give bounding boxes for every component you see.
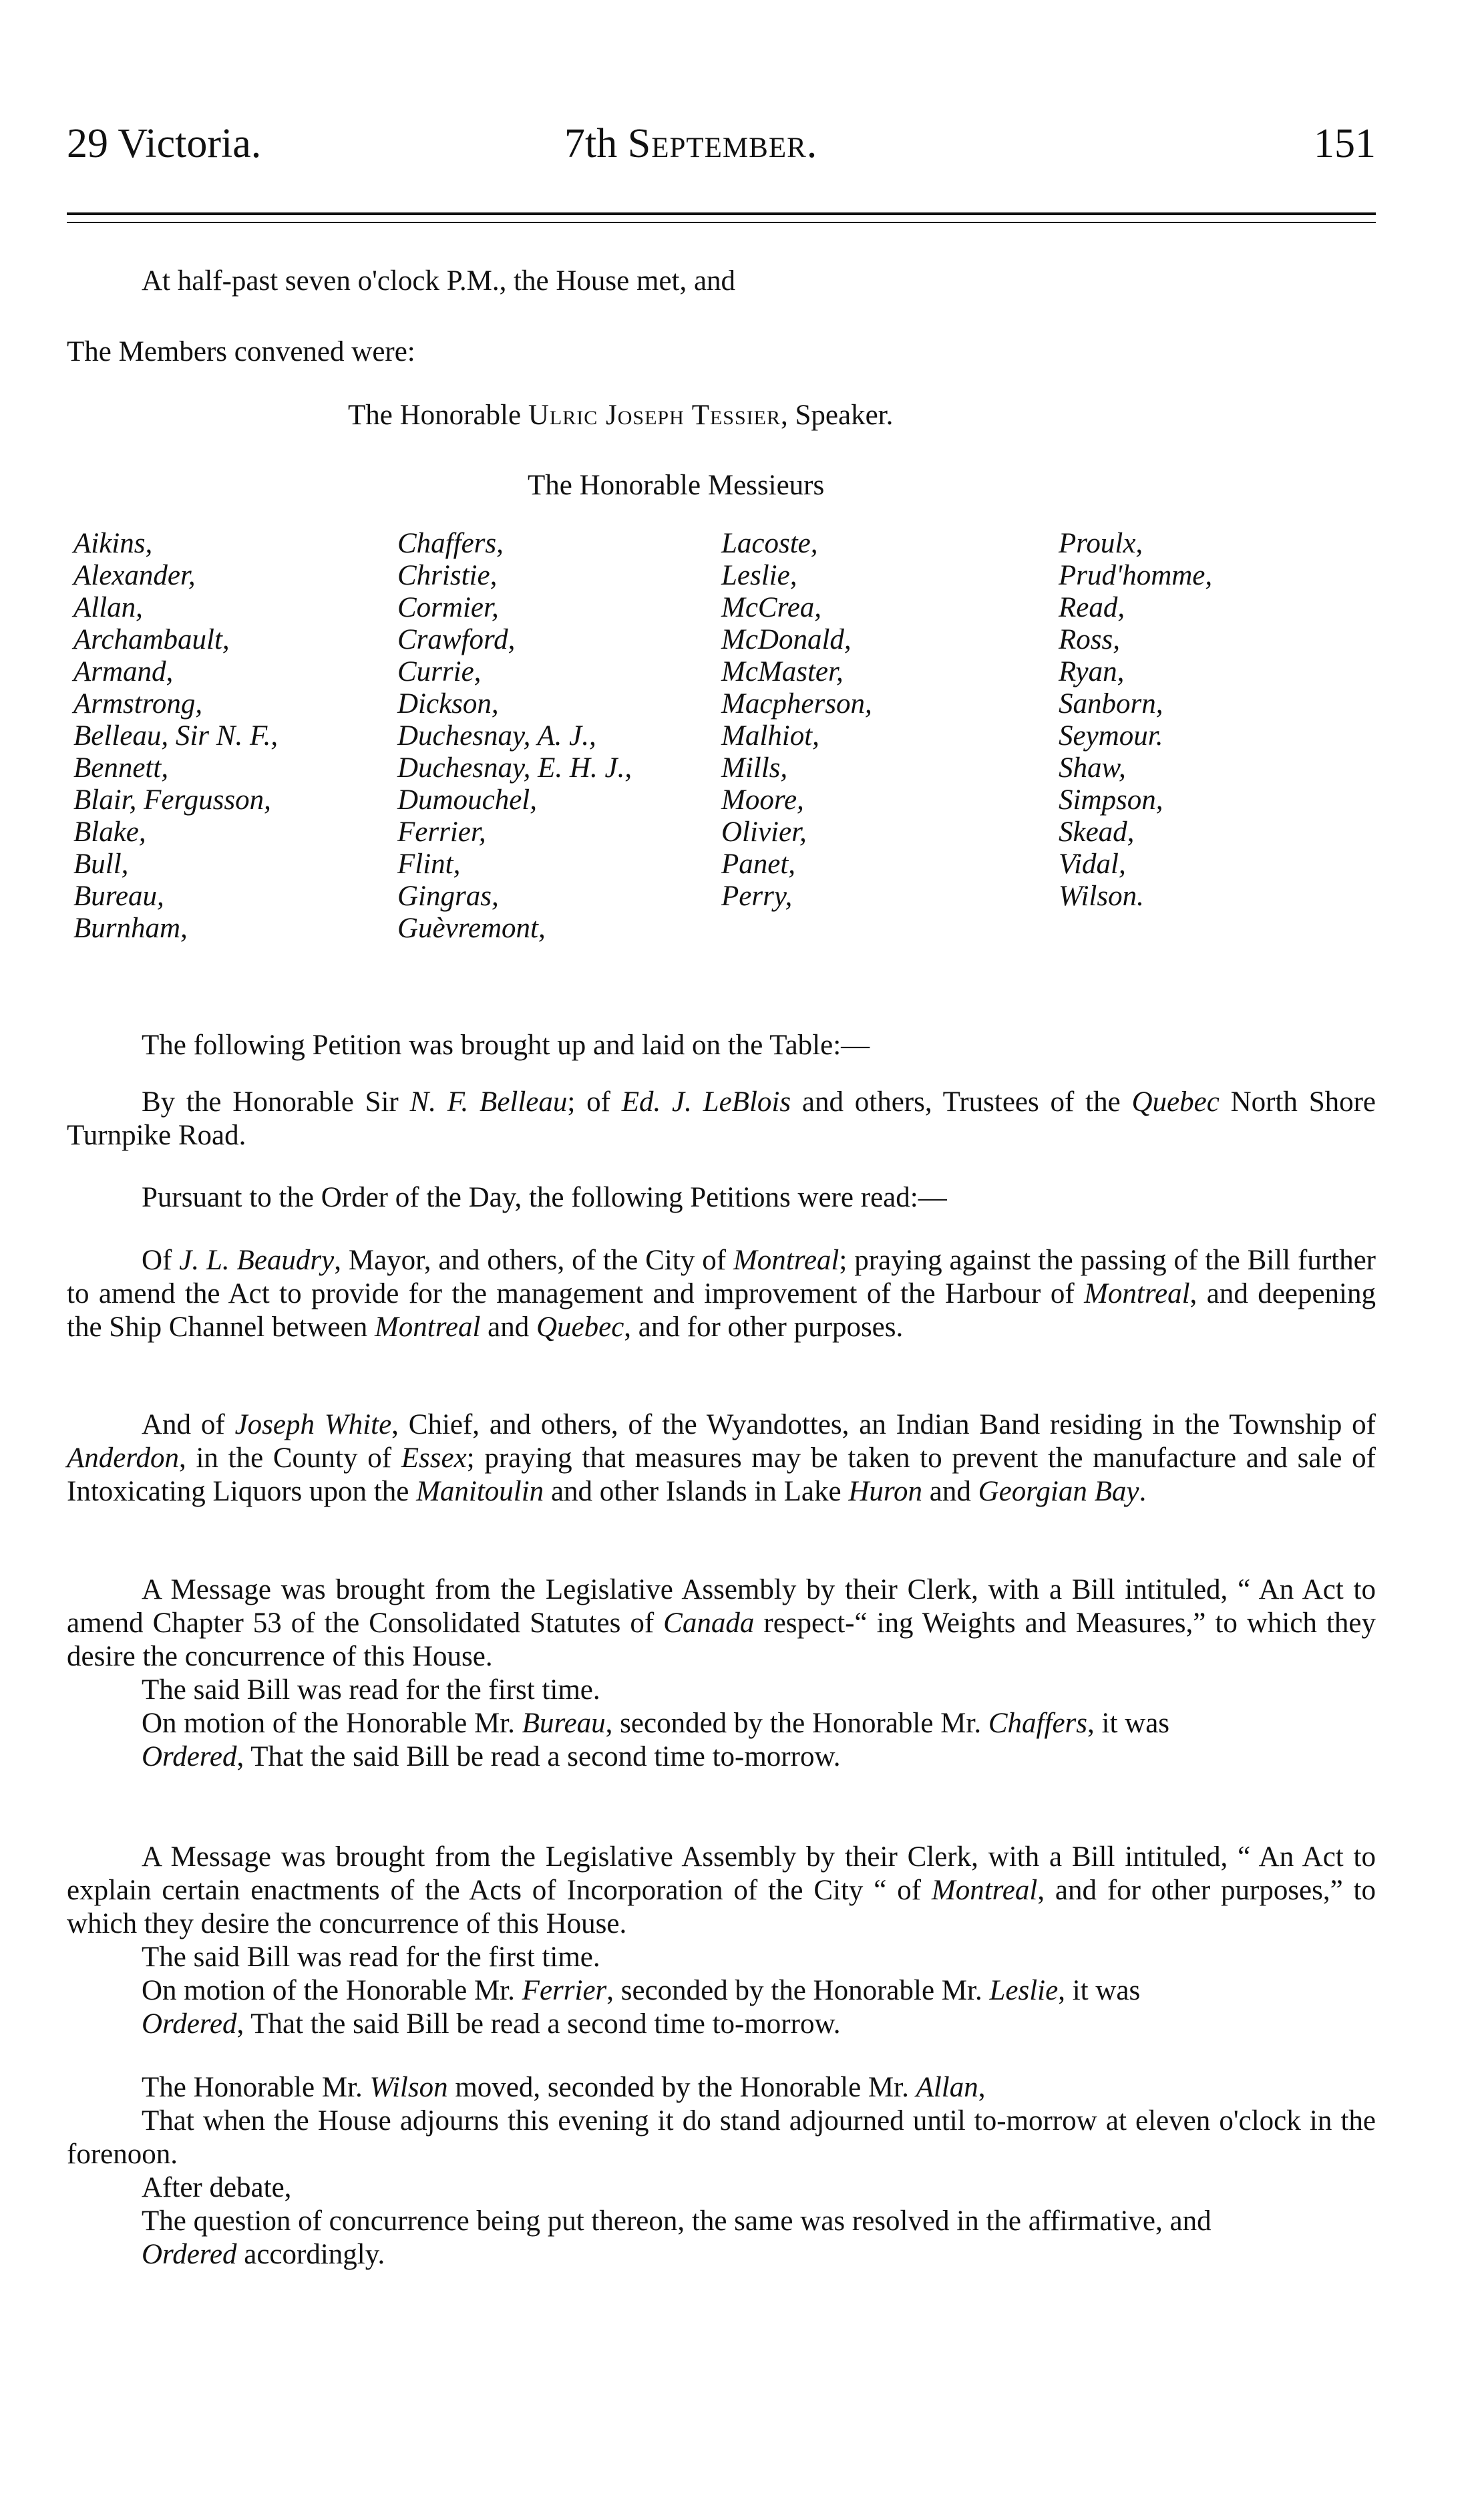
- opening-line: At half-past seven o'clock P.M., the House met, and: [142, 265, 736, 297]
- members-column-4: [1059, 528, 1212, 913]
- member-name: Alexander,: [73, 560, 196, 591]
- member-name: Skead,: [1059, 816, 1135, 848]
- member-name: Allan,: [73, 592, 143, 623]
- header-rule: [67, 212, 1376, 215]
- member-name: Christie,: [397, 560, 498, 591]
- member-name: Bureau,: [73, 881, 164, 912]
- member-name: Proulx,: [1059, 528, 1143, 559]
- member-name: Macpherson,: [721, 688, 872, 720]
- adjournment-motion: The Honorable Mr. Wilson moved, seconded by the Honorable Mr. Allan, That when the House adjourns this evening it do stand adjourned until to-morrow at eleven o'clock in the forenoon. After debate, The question of concurrence being put thereon, the same was resolved in the affirmative, and Ordered accordingly.: [67, 2072, 1376, 2270]
- member-name: Ferrier,: [397, 816, 486, 848]
- member-name: Dumouchel,: [397, 784, 537, 816]
- member-name: Armstrong,: [73, 688, 203, 720]
- speaker-line: The Honorable Ulric Joseph Tessier, Speaker.: [348, 400, 894, 431]
- member-name: Archambault,: [73, 624, 230, 655]
- member-name: Burnham,: [73, 913, 188, 944]
- member-name: Guèvremont,: [397, 913, 546, 944]
- member-name: Moore,: [721, 784, 804, 816]
- member-name: Blair, Fergusson,: [73, 784, 271, 816]
- date-label: 7th September.: [564, 121, 818, 166]
- member-name: Malhiot,: [721, 720, 819, 752]
- order-intro: Pursuant to the Order of the Day, the following Petitions were read:—: [142, 1182, 947, 1213]
- member-name: Bennett,: [73, 752, 169, 784]
- member-name: Ryan,: [1059, 656, 1125, 687]
- petition-beaudry: Of J. L. Beaudry, Mayor, and others, of the City of Montreal; praying against the passing of the Bill further to amend the Act to provide for the management and improvement of the Harbour of Montreal, and deepening the Ship Channel between Montreal and Quebec, and for other purposes.: [67, 1245, 1376, 1343]
- header-rule-thin: [67, 222, 1376, 223]
- member-name: Duchesnay, A. J.,: [397, 720, 596, 752]
- member-name: Gingras,: [397, 881, 499, 912]
- member-name: Bull,: [73, 848, 129, 880]
- member-name: Panet,: [721, 848, 796, 880]
- member-name: Seymour.: [1059, 720, 1163, 752]
- member-name: Prud'homme,: [1059, 560, 1213, 591]
- members-column-3: [721, 528, 872, 913]
- message-montreal-city: A Message was brought from the Legislative Assembly by their Clerk, with a Bill intituled, “ An Act to explain certain enactments of the Acts of Incorporation of the City “ of Montreal, and for other purposes,” to which they desire the concurrence of this House. The said Bill was read for the first time. On motion of the Honorable Mr. Ferrier, seconded by the Honorable Mr. Leslie, it was Ordered, That the said Bill be read a second time to-morrow.: [67, 1841, 1376, 2040]
- member-name: Crawford,: [397, 624, 516, 655]
- messieurs-heading: The Honorable Messieurs: [528, 470, 825, 501]
- member-name: Read,: [1059, 592, 1125, 623]
- member-name: McCrea,: [721, 592, 822, 623]
- member-name: Cormier,: [397, 592, 499, 623]
- members-column-1: [73, 528, 278, 945]
- member-name: Perry,: [721, 881, 793, 912]
- member-name: Blake,: [73, 816, 146, 848]
- member-name: McMaster,: [721, 656, 844, 687]
- member-name: Wilson.: [1059, 881, 1144, 912]
- member-name: Chaffers,: [397, 528, 504, 559]
- members-column-2: [397, 528, 632, 945]
- member-name: Sanborn,: [1059, 688, 1163, 720]
- member-name: Dickson,: [397, 688, 499, 720]
- session-label: 29 Victoria.: [67, 121, 262, 166]
- member-name: McDonald,: [721, 624, 852, 655]
- member-name: Simpson,: [1059, 784, 1163, 816]
- member-name: Ross,: [1059, 624, 1120, 655]
- petition-intro: The following Petition was brought up and laid on the Table:—: [142, 1030, 870, 1061]
- petition-white: And of Joseph White, Chief, and others, of the Wyandottes, an Indian Band residing in the Township of Anderdon, in the County of Essex; praying that measures may be taken to prevent the manufacture and sale of Intoxicating Liquors upon the Manitoulin and other Islands in Lake Huron and Georgian Bay.: [67, 1409, 1376, 1507]
- member-name: Belleau, Sir N. F.,: [73, 720, 279, 752]
- member-name: Olivier,: [721, 816, 807, 848]
- member-name: Leslie,: [721, 560, 797, 591]
- member-name: Currie,: [397, 656, 482, 687]
- members-convened: The Members convened were:: [67, 336, 415, 367]
- member-name: Aikins,: [73, 528, 153, 559]
- member-name: Lacoste,: [721, 528, 818, 559]
- page-header: [67, 120, 1376, 180]
- page-number: 151: [1314, 121, 1376, 166]
- member-name: Armand,: [73, 656, 174, 687]
- member-name: Flint,: [397, 848, 461, 880]
- petition-belleau: By the Honorable Sir N. F. Belleau; of Ed. J. LeBlois and others, Trustees of the Quebec North Shore Turnpike Road.: [67, 1086, 1376, 1151]
- member-name: Vidal,: [1059, 848, 1126, 880]
- member-name: Mills,: [721, 752, 788, 784]
- message-weights-measures: A Message was brought from the Legislative Assembly by their Clerk, with a Bill intituled, “ An Act to amend Chapter 53 of the Consolidated Statutes of Canada respect-“ ing Weights and Measures,” to which they desire the concurrence of this House. The said Bill was read for the first time. On motion of the Honorable Mr. Bureau, seconded by the Honorable Mr. Chaffers, it was Ordered, That the said Bill be read a second time to-morrow.: [67, 1574, 1376, 1772]
- member-name: Duchesnay, E. H. J.,: [397, 752, 632, 784]
- member-name: Shaw,: [1059, 752, 1126, 784]
